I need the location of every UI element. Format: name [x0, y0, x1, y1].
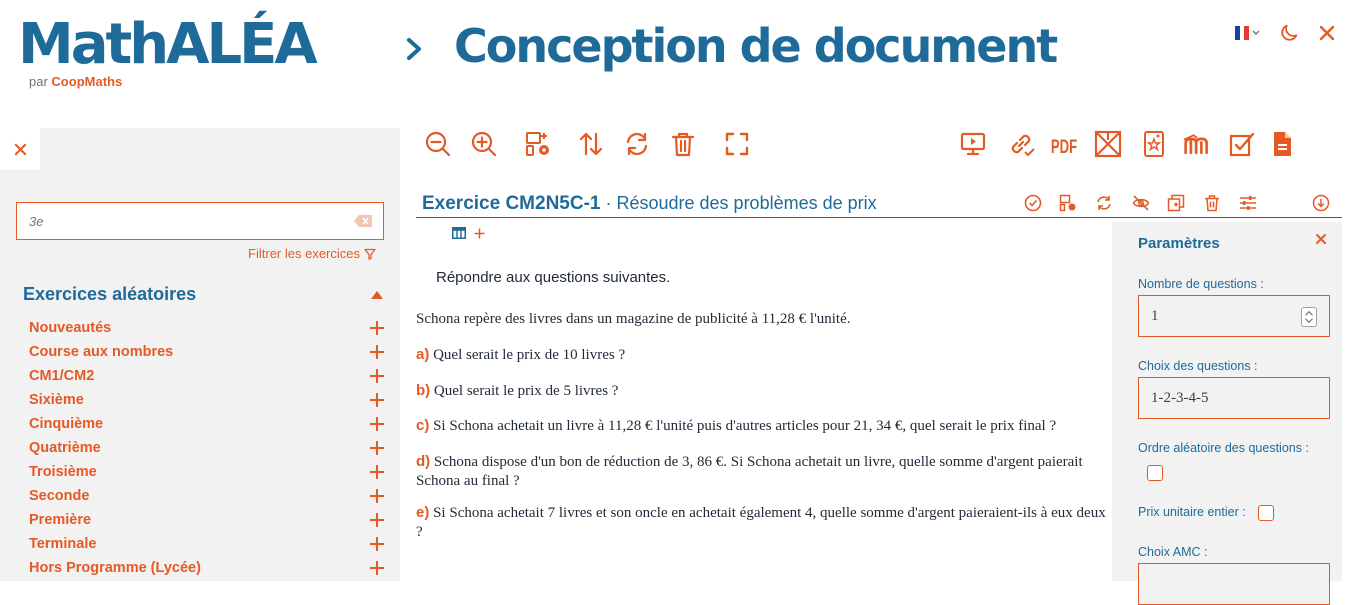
- sliders-icon: [1239, 194, 1257, 212]
- check-circle-icon: [1024, 194, 1042, 212]
- sidebar-item-seconde[interactable]: [29, 484, 384, 508]
- sidebar-item-label: Terminale: [29, 536, 97, 552]
- delete-all-button[interactable]: [667, 128, 699, 160]
- close-icon[interactable]: [1318, 24, 1336, 42]
- amc-label: Choix AMC :: [1138, 545, 1208, 559]
- latex-button[interactable]: [1092, 128, 1124, 160]
- close-icon: [14, 143, 27, 156]
- question-d: [416, 452, 1112, 491]
- moodle-button[interactable]: [1181, 128, 1213, 160]
- slideshow-icon: [959, 130, 987, 158]
- plus-icon[interactable]: [370, 537, 384, 551]
- exercise-statement: Schona repère des livres dans un magazine de publicité à 11,28 € l'unité.: [416, 311, 851, 327]
- sidebar-list: [29, 316, 384, 580]
- section-title: Exercices aléatoires: [23, 284, 197, 304]
- plus-icon[interactable]: [370, 345, 384, 359]
- check-icon: [1228, 130, 1256, 158]
- sidebar-item-nouveautes[interactable]: [29, 316, 384, 340]
- parameters-title: Paramètres: [1138, 235, 1220, 252]
- duplicate-icon: [1167, 194, 1185, 212]
- refresh-icon: [1095, 194, 1113, 212]
- hide-exercise-button[interactable]: [1130, 192, 1152, 214]
- header-actions: [1235, 22, 1336, 44]
- question-text: Quel serait le prix de 10 livres ?: [433, 347, 626, 363]
- sidebar-item-hors-programme[interactable]: [29, 556, 384, 580]
- sidebar-item-label: Troisième: [29, 464, 97, 480]
- check-button[interactable]: [1226, 128, 1258, 160]
- ordre-aleatoire-label: Ordre aléatoire des questions :: [1138, 441, 1309, 455]
- sidebar-item-terminale[interactable]: [29, 532, 384, 556]
- duplicate-exercise-button[interactable]: [1165, 192, 1187, 214]
- settings-dialog-icon: [1059, 194, 1077, 212]
- plus-icon[interactable]: [370, 369, 384, 383]
- trash-icon: [669, 130, 697, 158]
- zoom-out-button[interactable]: [422, 128, 454, 160]
- question-c: [416, 416, 1112, 436]
- sidebar-item-cinquieme[interactable]: [29, 412, 384, 436]
- stepper-arrows-icon[interactable]: [1301, 307, 1317, 327]
- link-button[interactable]: [1005, 128, 1037, 160]
- question-label: c): [416, 417, 430, 434]
- app-header: [0, 0, 1366, 128]
- question-b: [416, 381, 1112, 401]
- search-input[interactable]: [29, 214, 349, 229]
- expand-exercise-button[interactable]: [1310, 192, 1332, 214]
- zoom-in-button[interactable]: [468, 128, 500, 160]
- plus-icon[interactable]: [370, 465, 384, 479]
- section-header[interactable]: [23, 284, 384, 305]
- sidebar-item-label: CM1/CM2: [29, 368, 95, 384]
- settings-dialog-button[interactable]: [522, 128, 554, 160]
- column-tools: [452, 227, 485, 239]
- plus-icon[interactable]: [370, 393, 384, 407]
- language-selector[interactable]: [1235, 26, 1260, 40]
- card-icon: [1140, 130, 1168, 158]
- nb-questions-stepper[interactable]: [1138, 295, 1330, 337]
- pdf-icon: [1050, 130, 1078, 158]
- trash-icon: [1203, 194, 1221, 212]
- file-icon: [1268, 130, 1296, 158]
- question-text: Si Schona achetait 7 livres et son oncle en achetait également 4, quelle somme d'argent paieraient-ils à eux deux ?: [416, 505, 1106, 540]
- moodle-icon: [1183, 130, 1211, 158]
- plus-icon[interactable]: [370, 441, 384, 455]
- plus-icon[interactable]: [370, 513, 384, 527]
- search-field[interactable]: [16, 202, 384, 240]
- page-title: Conception de document: [454, 19, 1057, 73]
- card-button[interactable]: [1138, 128, 1170, 160]
- sidebar-item-label: Course aux nombres: [29, 344, 174, 360]
- exercise-refresh-button[interactable]: [1093, 192, 1115, 214]
- nb-questions-label: Nombre de questions :: [1138, 277, 1264, 291]
- logo-text: MathALÉA: [18, 12, 315, 77]
- collapse-triangle-icon[interactable]: [370, 290, 384, 300]
- main-toolbar: [420, 126, 1340, 162]
- logo-brand: CoopMaths: [51, 74, 123, 89]
- sidebar-item-label: Nouveautés: [29, 320, 112, 336]
- sidebar-item-premiere[interactable]: [29, 508, 384, 532]
- arrow-down-circle-icon: [1312, 194, 1330, 212]
- settings-dialog-icon: [524, 130, 552, 158]
- plus-icon[interactable]: [370, 561, 384, 575]
- exercise-actions: [1022, 192, 1342, 214]
- logo-subtitle: [29, 74, 122, 89]
- exercise-separator: ·: [600, 193, 617, 213]
- sidebar-item-troisieme[interactable]: [29, 460, 384, 484]
- question-e: [416, 503, 1112, 542]
- sidebar-item-label: Sixième: [29, 392, 84, 408]
- filter-exercises-button[interactable]: [248, 246, 376, 261]
- refresh-icon: [623, 130, 651, 158]
- pdf-button[interactable]: [1048, 128, 1080, 160]
- refresh-button[interactable]: [621, 128, 653, 160]
- sidebar-close-button[interactable]: [0, 128, 40, 170]
- parameters-panel: [1112, 222, 1342, 581]
- exercise-title: [422, 193, 877, 215]
- sort-icon: [577, 130, 605, 158]
- link-icon: [1007, 130, 1035, 158]
- ordre-aleatoire-checkbox[interactable]: [1147, 465, 1163, 481]
- pdf-label: PDF: [1050, 136, 1078, 158]
- choix-questions-value: 1-2-3-4-5: [1151, 389, 1209, 406]
- parameters-button[interactable]: [1237, 192, 1259, 214]
- zoom-in-icon: [470, 130, 498, 158]
- prix-entier-label: Prix unitaire entier :: [1138, 505, 1246, 519]
- question-label: a): [416, 346, 430, 363]
- columns-icon[interactable]: [452, 227, 466, 239]
- filter-icon: [364, 248, 376, 260]
- exercise-header: [416, 188, 1342, 218]
- sidebar-item-label: Cinquième: [29, 416, 104, 432]
- eye-off-icon: [1132, 194, 1150, 212]
- latex-icon: [1094, 130, 1122, 158]
- zoom-out-icon: [424, 130, 452, 158]
- choix-questions-label: Choix des questions :: [1138, 359, 1258, 373]
- close-icon[interactable]: [1314, 232, 1328, 246]
- sidebar-item-label: Quatrième: [29, 440, 101, 456]
- sidebar-item-quatrieme[interactable]: [29, 436, 384, 460]
- slideshow-button[interactable]: [957, 128, 989, 160]
- sidebar-item-course-aux-nombres[interactable]: [29, 340, 384, 364]
- question-label: e): [416, 504, 430, 521]
- exercise-name: Résoudre des problèmes de prix: [616, 193, 877, 213]
- clear-icon[interactable]: [353, 214, 373, 228]
- plus-icon[interactable]: [370, 489, 384, 503]
- exercise-intro: Répondre aux questions suivantes.: [436, 269, 671, 286]
- correction-toggle[interactable]: [1022, 192, 1044, 214]
- chevron-down-icon: [1252, 30, 1260, 36]
- logo-by: par: [29, 74, 48, 89]
- file-button[interactable]: [1266, 128, 1298, 160]
- sidebar-item-sixieme[interactable]: [29, 388, 384, 412]
- sidebar-item-label: Seconde: [29, 488, 90, 504]
- question-text: Quel serait le prix de 5 livres ?: [433, 383, 619, 399]
- moon-icon[interactable]: [1278, 22, 1300, 44]
- plus-icon[interactable]: [370, 417, 384, 431]
- sidebar: [0, 128, 400, 581]
- nb-questions-value: 1: [1151, 307, 1159, 324]
- question-label: d): [416, 453, 431, 470]
- logo[interactable]: [18, 10, 315, 89]
- chevron-right-icon: [402, 36, 426, 62]
- amc-select[interactable]: [1138, 563, 1330, 605]
- plus-icon[interactable]: [370, 321, 384, 335]
- fullscreen-icon: [723, 130, 751, 158]
- question-text: Schona dispose d'un bon de réduction de 3, 86 €. Si Schona achetait un livre, quelle somme d'argent paierait Schona au final ?: [416, 454, 1083, 489]
- choix-questions-field[interactable]: [1138, 377, 1330, 419]
- exercise-code: Exercice CM2N5C-1: [422, 193, 601, 214]
- sidebar-item-label: Hors Programme (Lycée): [29, 560, 201, 576]
- exercise-settings-button[interactable]: [1057, 192, 1079, 214]
- sidebar-item-cm1-cm2[interactable]: [29, 364, 384, 388]
- fullscreen-button[interactable]: [721, 128, 753, 160]
- question-a: [416, 345, 1112, 365]
- question-label: b): [416, 382, 431, 399]
- flag-fr-icon: [1235, 26, 1249, 40]
- add-column-icon[interactable]: [474, 228, 485, 239]
- delete-exercise-button[interactable]: [1201, 192, 1223, 214]
- question-text: Si Schona achetait un livre à 11,28 € l'unité puis d'autres articles pour 21, 34 €, quel serait le prix final ?: [433, 418, 1057, 434]
- sort-button[interactable]: [575, 128, 607, 160]
- filter-label: Filtrer les exercices: [248, 246, 360, 261]
- sidebar-item-label: Première: [29, 512, 92, 528]
- prix-entier-checkbox[interactable]: [1258, 505, 1274, 521]
